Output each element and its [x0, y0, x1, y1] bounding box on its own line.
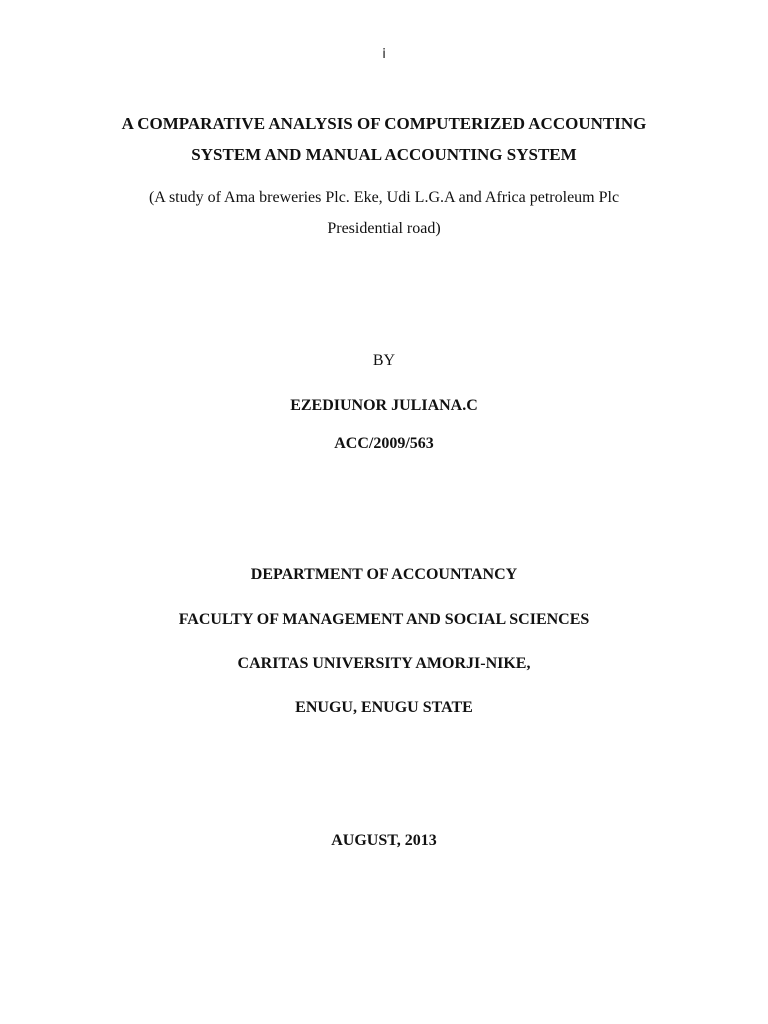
university: CARITAS UNIVERSITY AMORJI-NIKE,	[237, 655, 531, 672]
subtitle-line-1: (A study of Ama breweries Plc. Eke, Udi L.G.A and Africa petroleum Plc	[148, 189, 620, 206]
page-number: i	[382, 47, 386, 62]
location: ENUGU, ENUGU STATE	[295, 699, 473, 716]
registration-number: ACC/2009/563	[334, 435, 434, 452]
author-name: EZEDIUNOR JULIANA.C	[290, 397, 478, 414]
faculty: FACULTY OF MANAGEMENT AND SOCIAL SCIENCES	[178, 611, 590, 628]
department: DEPARTMENT OF ACCOUNTANCY	[250, 566, 518, 583]
by-label: BY	[372, 352, 396, 369]
title-line-2: SYSTEM AND MANUAL ACCOUNTING SYSTEM	[191, 145, 577, 164]
submission-date: AUGUST, 2013	[331, 832, 437, 849]
title-line-1: A COMPARATIVE ANALYSIS OF COMPUTERIZED ACCOUNTING	[121, 114, 647, 133]
subtitle-line-2: Presidential road)	[327, 220, 441, 237]
